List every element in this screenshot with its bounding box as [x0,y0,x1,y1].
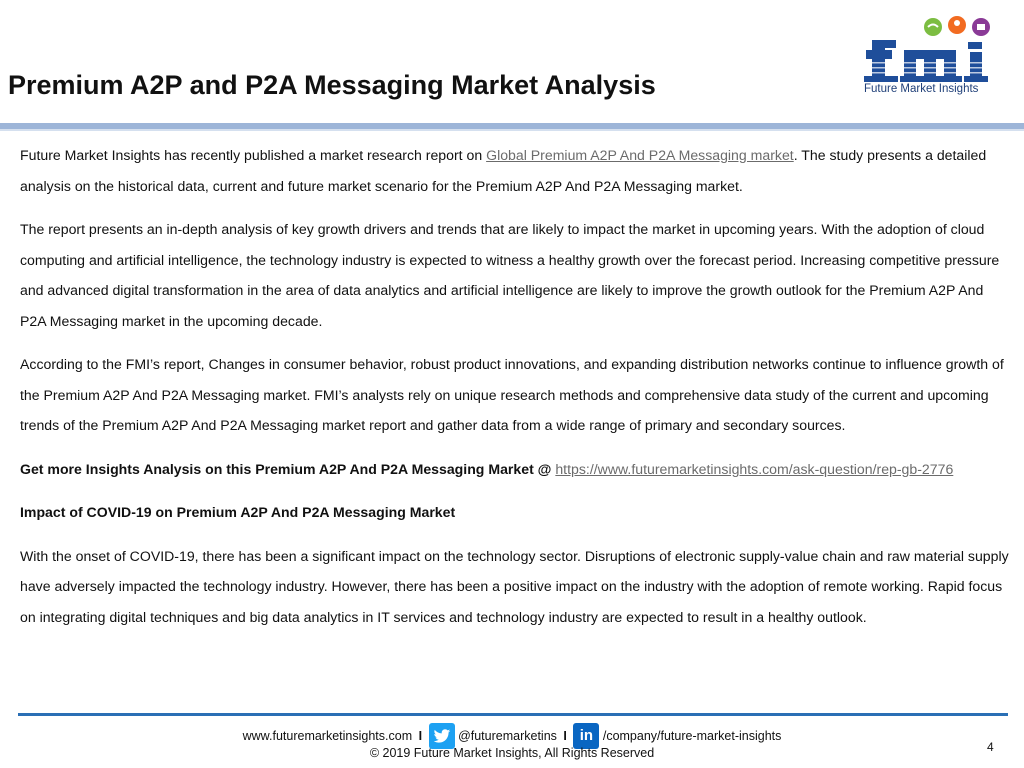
footer-separator-2: I [563,729,567,743]
header-divider-light [0,129,1024,131]
market-link[interactable]: Global Premium A2P And P2A Messaging market [486,147,794,163]
twitter-handle[interactable]: @futuremarketins [458,729,557,743]
article-body [20,140,1012,645]
website-link[interactable]: www.futuremarketinsights.com [242,729,413,743]
paragraph-more-insights: Get more Insights Analysis on this Premium A2P And P2A Messaging Market @ https://www.futuremarketinsights.com/ask-question/rep-gb-2776 [20,460,954,477]
linkedin-icon[interactable]: in [573,723,599,749]
footer-divider [18,713,1008,716]
paragraph-growth-drivers: The report presents an in-depth analysis of key growth drivers and trends that are likely to impact the market in upcoming years. With the adoption of cloud computing and artificial intelligence, the technology industry is expected to witness a healthy growth over the forecast period. Increasing competitive pressure and advanced digital transformation in the area of data analytics and artificial intelligence are likely to improve the growth outlook for the Premium A2P And P2A Messaging market in the upcoming decade. [20,221,1000,329]
covid-heading: Impact of COVID-19 on Premium A2P And P2A Messaging Market [20,504,456,520]
ask-question-link[interactable]: https://www.futuremarketinsights.com/ask-question/rep-gb-2776 [555,460,954,477]
paragraph-intro: Future Market Insights has recently published a market research report on Global Premium A2P And P2A Messaging market. The study presents a detailed analysis on the historical data, current and future market scenario for the Premium A2P And P2A Messaging market. [20,147,987,194]
paragraph-covid: With the onset of COVID-19, there has been a significant impact on the technology sector. Disruptions of electronic supply-value chain and raw material supply have adversely impacted the technology industry. However, there has been a positive impact on the industry with the adoption of remote working. Rapid focus on integrating digital techniques and big data analytics in IT services and technology industry are expected to result in a healthy outlook. [20,547,1009,625]
page-number: 4 [987,740,994,754]
copyright: © 2019 Future Market Insights, All Rights Reserved [369,746,655,760]
footer-separator: I [418,729,423,743]
globe-icon [924,18,942,36]
page-title: Premium A2P and P2A Messaging Market Analysis [8,70,656,100]
paragraph-fmi-report: According to the FMI’s report, Changes in consumer behavior, robust product innovations, and expanding distribution networks continue to influence growth of the Premium A2P And P2A Messaging market. FMI’s analysts rely on unique research methods and comprehensive data study of the current and upcoming trends of the Premium A2P And P2A Messaging market report and gather data from a wide range of primary and secondary sources. [20,356,1004,433]
logo-caption: Future Market Insights [864,83,979,95]
linkedin-path[interactable]: /company/future-market-insights [602,729,782,743]
